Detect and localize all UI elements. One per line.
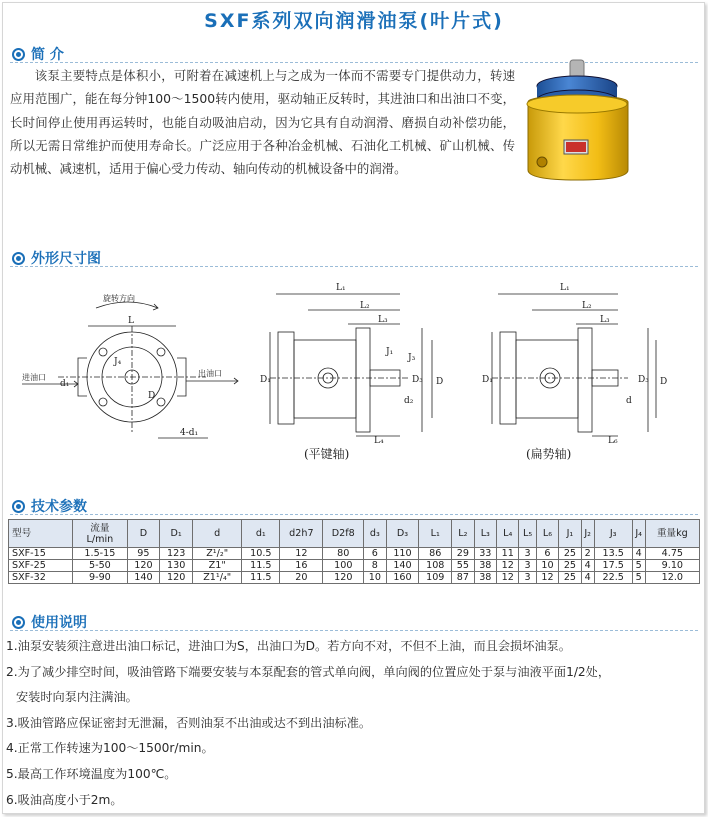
table-body: [9, 548, 700, 584]
bullet-circle-icon: [12, 616, 25, 629]
usage-item: 1.油泵安装须注意进出油口标记，进油口为S，出油口为D。若方向不对，不但不上油，而且会损坏油泵。: [6, 639, 571, 653]
table-cell: 3: [519, 548, 536, 560]
table-cell: 38: [474, 560, 496, 572]
table-cell: 9.10: [645, 560, 699, 572]
table-cell: 86: [419, 548, 452, 560]
dim-D3-b: D₃: [638, 375, 649, 385]
section-params-label: 技术参数: [31, 499, 87, 515]
table-header-cell: D₁: [160, 520, 193, 548]
table-row: [9, 560, 700, 572]
dim-J1-a: J₁: [386, 347, 394, 357]
table-cell: 25: [559, 572, 581, 584]
table-cell: 12: [536, 572, 558, 584]
section-usage-heading: [12, 612, 87, 632]
table-header-cell: D2f8: [323, 520, 364, 548]
table-cell: 3: [519, 560, 536, 572]
divider: [10, 266, 698, 267]
usage-item-continued: 安装时向泵内注满油。: [16, 690, 138, 705]
table-cell: 55: [452, 560, 474, 572]
dim-D3-a: D₃: [412, 375, 423, 385]
section-dims-label: 外形尺寸图: [31, 251, 101, 267]
divider: [10, 630, 698, 631]
side-view-flat-key: [260, 283, 443, 446]
usage-item: 6.吸油高度小于2m。: [6, 792, 123, 807]
table-cell: Z1¹/₄": [193, 572, 242, 584]
table-cell: 2: [581, 548, 594, 560]
table-cell: 20: [280, 572, 323, 584]
dim-D-a: D: [436, 377, 444, 387]
side-view-flat-shaft: [482, 283, 667, 446]
table-cell: 11: [497, 548, 519, 560]
bullet-circle-icon: [12, 500, 25, 513]
usage-list: [6, 634, 698, 813]
section-intro-label: 简 介: [31, 47, 64, 63]
caption-flat-key: (平键轴): [304, 447, 350, 461]
table-cell: 1.5-15: [73, 548, 127, 560]
dim-d1-front: d₁: [60, 379, 70, 389]
table-cell: 110: [386, 548, 419, 560]
table-header-cell: L₁: [419, 520, 452, 548]
table-cell: 11.5: [242, 572, 280, 584]
table-cell: 3: [519, 572, 536, 584]
intro-paragraph: 该泵主要特点是体积小，可附着在减速机上与之成为一体而不需要专门提供动力，转速应用范围广，能在每分钟100～1500转内使用，驱动轴正反转时，其进油口和出油口不变，长时间停止使用再运转时，也能自动吸油启动，因为它具有自动润滑、磨损自动补偿功能，所以无需日常维护而使用寿命长。广泛应用于各种冶金机械、石油化工机械、矿山机械、传动机械、减速机，适用于偏心受力传动、轴向传动的机械设备中的润滑。: [10, 68, 515, 177]
pump-photo: [520, 58, 640, 188]
table-cell: 87: [452, 572, 474, 584]
rotation-label: 旋转方向: [103, 294, 135, 303]
dim-D1-b: D₁: [482, 375, 493, 385]
table-cell: 5-50: [73, 560, 127, 572]
table-cell: SXF-25: [9, 560, 73, 572]
table-cell: 95: [127, 548, 160, 560]
table-cell: 29: [452, 548, 474, 560]
table-header-cell: 重量kg: [645, 520, 699, 548]
dim-L1-b: L₁: [560, 283, 570, 293]
table-cell: 38: [474, 572, 496, 584]
table-cell: 8: [364, 560, 386, 572]
table-header-cell: L₄: [497, 520, 519, 548]
table-cell: 10: [364, 572, 386, 584]
table-cell: 33: [474, 548, 496, 560]
dim-L1-a: L₁: [336, 283, 346, 293]
table-cell: 4: [632, 548, 645, 560]
table-header-cell: d2h7: [280, 520, 323, 548]
table-cell: 12: [280, 548, 323, 560]
outlet-label: 出油口: [198, 369, 222, 378]
table-header-cell: 型号: [9, 520, 73, 548]
table-header-cell: D₃: [386, 520, 419, 548]
table-cell: 80: [323, 548, 364, 560]
table-cell: 5: [632, 572, 645, 584]
front-view: [22, 293, 238, 438]
table-cell: 6: [536, 548, 558, 560]
table-row: [9, 548, 700, 560]
dim-D-front: D: [148, 391, 156, 401]
table-cell: 6: [364, 548, 386, 560]
table-cell: 4: [581, 572, 594, 584]
table-cell: 11.5: [242, 560, 280, 572]
table-cell: 4: [581, 560, 594, 572]
dim-J4: J₄: [114, 357, 122, 367]
table-cell: 25: [559, 548, 581, 560]
dim-d2-a: d₂: [404, 396, 414, 406]
table-cell: SXF-32: [9, 572, 73, 584]
usage-item: 2.为了减少排空时间，吸油管路下端要安装与本泵配套的管式单向阀，单向阀的位置应处于泵与油液平面1/2处，: [6, 664, 611, 679]
dim-D-b: D: [660, 377, 668, 387]
table-cell: 4.75: [645, 548, 699, 560]
table-cell: Z¹/₂": [193, 548, 242, 560]
table-cell: SXF-15: [9, 548, 73, 560]
table-cell: 17.5: [594, 560, 632, 572]
dim-L3-a: L₃: [378, 315, 388, 325]
table-header-cell: d₁: [242, 520, 280, 548]
table-cell: 120: [323, 572, 364, 584]
table-header-row: [9, 520, 700, 548]
section-dims-heading: [12, 248, 101, 268]
table-cell: 9-90: [73, 572, 127, 584]
table-cell: 120: [127, 560, 160, 572]
bullet-circle-icon: [12, 48, 25, 61]
table-header-cell: D: [127, 520, 160, 548]
table-cell: 22.5: [594, 572, 632, 584]
table-cell: 123: [160, 548, 193, 560]
table-header-cell: J₁: [559, 520, 581, 548]
table-cell: 13.5: [594, 548, 632, 560]
table-header-cell: 流量 L/min: [73, 520, 127, 548]
table-cell: 25: [559, 560, 581, 572]
dim-L3-b: L₃: [600, 315, 610, 325]
page-title: SXF系列双向润滑油泵(叶片式): [204, 10, 504, 32]
table-cell: 12: [497, 572, 519, 584]
section-usage-label: 使用说明: [31, 615, 87, 631]
table-header-cell: d: [193, 520, 242, 548]
table-cell: 16: [280, 560, 323, 572]
table-header-cell: L₅: [519, 520, 536, 548]
dim-D1-a: D₁: [260, 375, 271, 385]
dim-L2-a: L₂: [360, 301, 370, 311]
table-cell: 10: [536, 560, 558, 572]
inlet-label: 进油口: [22, 373, 46, 382]
table-header-cell: L₃: [474, 520, 496, 548]
table-header-cell: J₃: [594, 520, 632, 548]
divider: [10, 514, 698, 515]
table-header-cell: L₆: [536, 520, 558, 548]
table-header-cell: J₂: [581, 520, 594, 548]
table-cell: 108: [419, 560, 452, 572]
table-cell: 100: [323, 560, 364, 572]
usage-item: 3.吸油管路应保证密封无泄漏，否则油泵不出油或达不到出油标准。: [6, 715, 372, 730]
table-cell: Z1": [193, 560, 242, 572]
table-cell: 140: [386, 560, 419, 572]
bullet-circle-icon: [12, 252, 25, 265]
usage-item: 5.最高工作环境温度为100℃。: [6, 766, 177, 781]
dim-L2-b: L₂: [582, 301, 592, 311]
table-cell: 5: [632, 560, 645, 572]
table-cell: 130: [160, 560, 193, 572]
section-params-heading: [12, 496, 87, 516]
caption-flat-shaft: (扁势轴): [526, 447, 572, 461]
table-cell: 12.0: [645, 572, 699, 584]
table-header-cell: L₂: [452, 520, 474, 548]
table-cell: 160: [386, 572, 419, 584]
table-header-cell: d₃: [364, 520, 386, 548]
table-cell: 140: [127, 572, 160, 584]
dim-d-b: d: [626, 396, 632, 406]
dim-L6-b: L₆: [608, 436, 618, 446]
section-intro-heading: [12, 44, 64, 64]
table-cell: 12: [497, 560, 519, 572]
table-cell: 120: [160, 572, 193, 584]
dim-4d1: 4-d₁: [180, 428, 199, 438]
dimension-drawing: [8, 268, 700, 483]
table-cell: 109: [419, 572, 452, 584]
dim-L4-a: L₄: [374, 436, 384, 446]
table-row: [9, 572, 700, 584]
table-header-cell: J₄: [632, 520, 645, 548]
dim-J3-a: J₃: [408, 353, 416, 363]
table-cell: 10.5: [242, 548, 280, 560]
spec-table: [8, 519, 700, 584]
dim-L-front: L: [128, 316, 134, 326]
usage-item: 4.正常工作转速为100～1500r/min。: [6, 741, 214, 756]
